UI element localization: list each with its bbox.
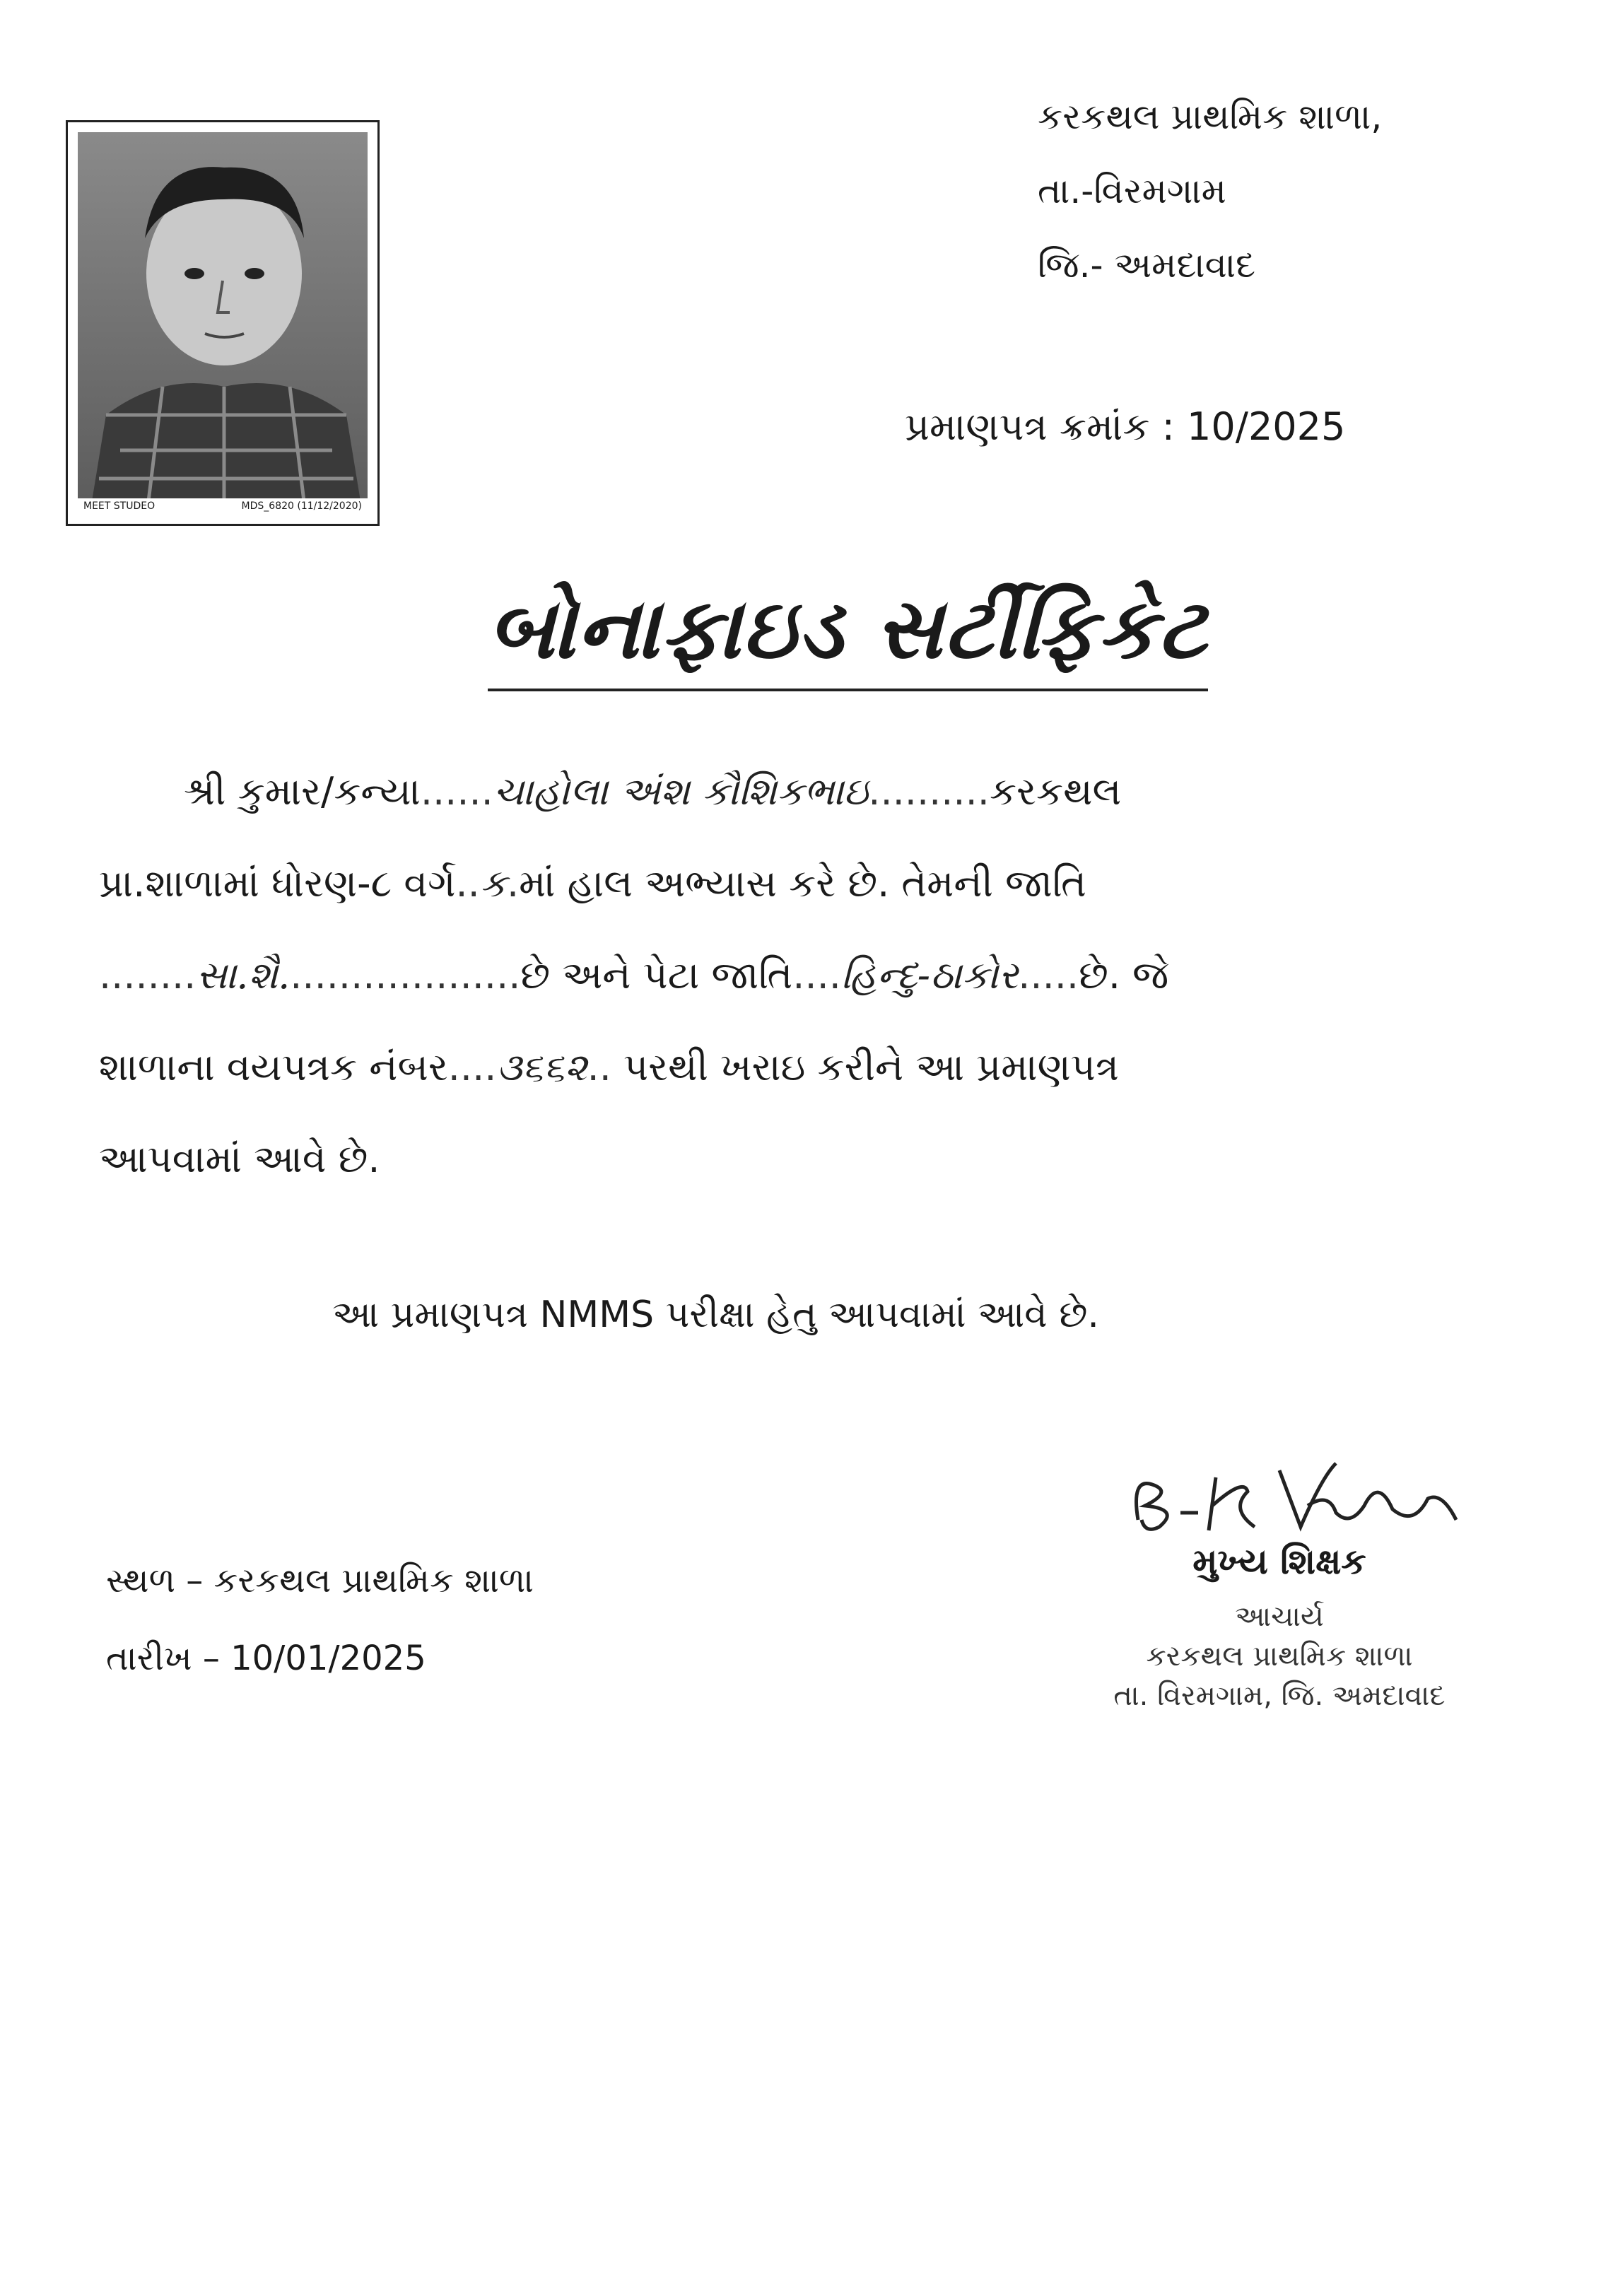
body-text: પરથી ખરાઇ કરીને આ પ્રમાણપત્ર [623, 1045, 1120, 1089]
body-text: છે અને પેટા જાતિ [520, 953, 793, 997]
body-text: શ્રી કુમાર/કન્યા [184, 769, 421, 814]
address-line-1: કરકથલ પ્રાથમિક શાળા, [1038, 96, 1383, 137]
body-text: માં હાલ અભ્યાસ કરે છે. તેમની જાતિ [519, 861, 1086, 906]
class-value: ક [479, 861, 507, 906]
address-line-2: તા.-વિરમગામ [1038, 170, 1226, 211]
body-line-2: પ્રા.શાળામાં ધોરણ-૮ વર્ગ..ક.માં હાલ અભ્યાસ કરે છે. તેમની જાતિ [99, 861, 1086, 906]
photo-code-label: MDS_6820 (11/12/2020) [241, 500, 362, 512]
register-number: ૩૬૬૨ [496, 1045, 587, 1089]
signatory-title: મુખ્ય શિક્ષક [1192, 1541, 1366, 1582]
photo-studio-label: MEET STUDEO [83, 500, 156, 512]
caste-value: સા.શૈ. [196, 953, 291, 997]
student-name: ચાહોલા અંશ કૌશિકભાઇ [493, 769, 869, 814]
signature-graphic [1124, 1449, 1477, 1548]
body-text: પ્રા.શાળામાં ધોરણ-૮ વર્ગ [99, 861, 456, 906]
body-line-3: ........સા.શૈ....................છે અને પેટા જાતિ....હિન્દુ-ઠાકોર.....છે. જે [99, 953, 1169, 997]
stamp-line-1: આચાર્ય [1235, 1600, 1324, 1633]
body-text: કરકથલ [989, 769, 1122, 814]
body-line-1: શ્રી કુમાર/કન્યા......ચાહોલા અંશ કૌશિકભાઇ..........કરકથલ [184, 769, 1122, 814]
body-line-4: શાળાના વયપત્રક નંબર....૩૬૬૨.. પરથી ખરાઇ કરીને આ પ્રમાણપત્ર [99, 1045, 1120, 1089]
place-label: સ્થળ – કરકથલ પ્રાથમિક શાળા [106, 1561, 534, 1600]
address-line-3: જિ.- અમદાવાદ [1038, 245, 1256, 286]
body-text: શાળાના વયપત્રક નંબર [99, 1045, 448, 1089]
stamp-line-2: કરકથલ પ્રાથમિક શાળા [1146, 1640, 1413, 1673]
stamp-line-3: તા. વિરમગામ, જિ. અમદાવાદ [1113, 1680, 1446, 1712]
body-text: છે. જે [1079, 953, 1169, 997]
purpose-statement: આ પ્રમાણપત્ર NMMS પરીક્ષા હેતુ આપવામાં આવે છે. [332, 1294, 1099, 1336]
date-label: તારીખ – 10/01/2025 [106, 1639, 426, 1678]
body-line-5: આપવામાં આવે છે. [99, 1137, 380, 1181]
student-photo [66, 120, 380, 526]
signatory-block [1081, 1541, 1477, 1716]
photo-portrait [78, 132, 368, 514]
subcaste-value: હિન્દુ-ઠાકોર [840, 953, 1019, 997]
certificate-title: બોનાફાઇડ સર્ટીફિકેટ [488, 580, 1208, 691]
photo-caption [78, 498, 368, 514]
certificate-number: પ્રમાણપત્ર ક્રમાંક : 10/2025 [905, 404, 1346, 449]
portrait-illustration [78, 132, 368, 501]
